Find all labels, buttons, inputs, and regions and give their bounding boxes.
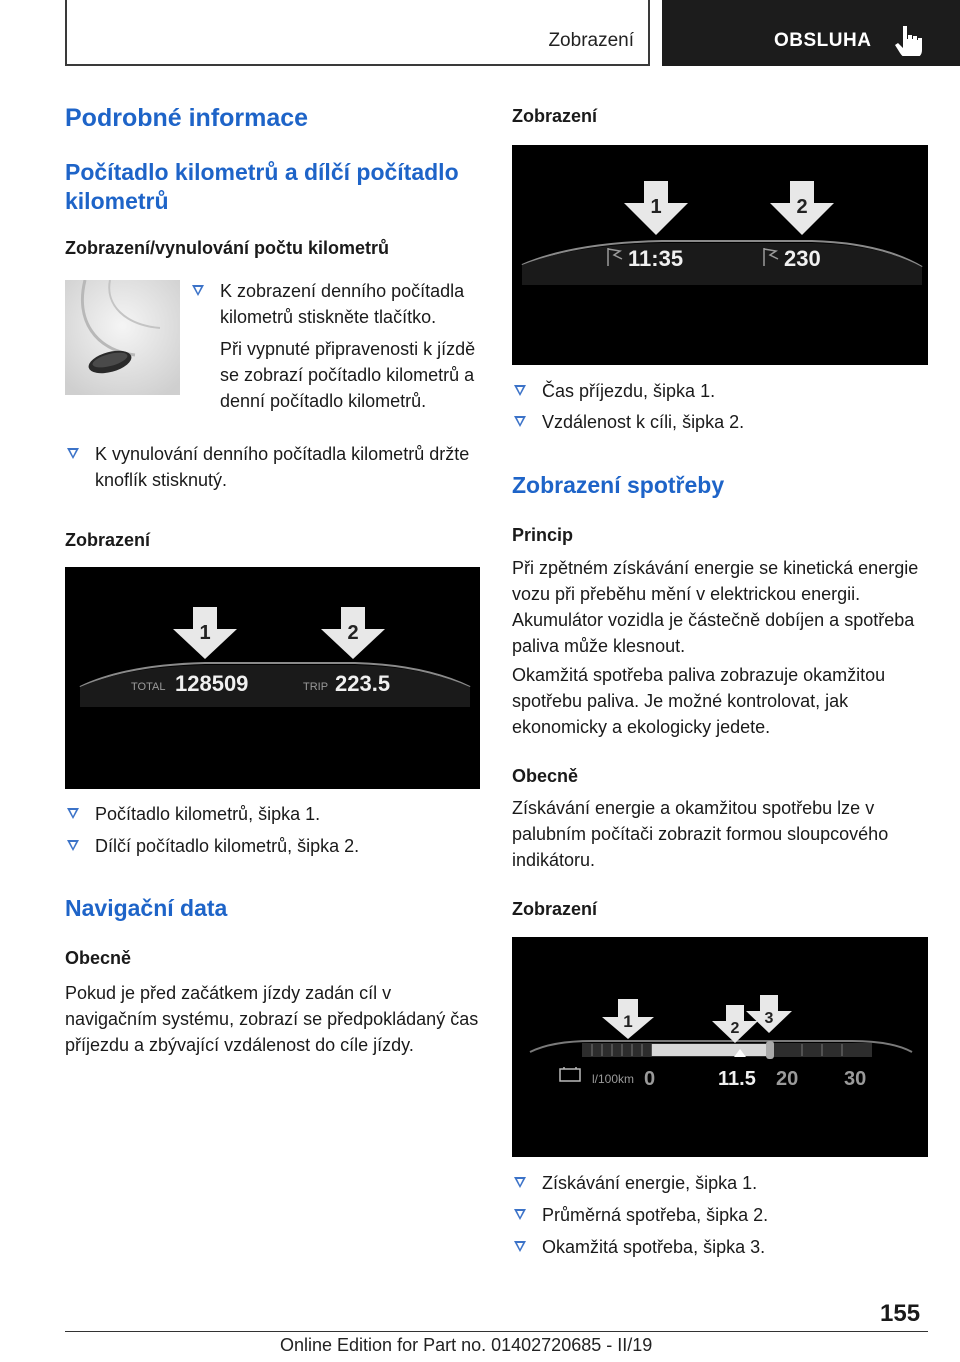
display-label: Zobrazení [65,530,151,550]
principle-heading: Princip [512,525,574,545]
list-item: Získávání energie, šipka 1. [512,1170,932,1196]
arrow-2-number: 2 [347,622,359,644]
instant-marker-icon [766,1041,774,1059]
section-title-details: Podrobné informace [65,104,309,132]
scale-30: 30 [844,1068,867,1090]
standby-text: Při vypnuté připravenosti k jízdě se zobrazí počítadlo kilometrů a denní počítadlo kilometrů. [220,339,476,411]
principle-text-1: Při zpětném získávání energie se kinetická energie vozu při přeběhu mění v elektrickou energii. Akumulátor vozidla je částečně dobíjen a spotřeba paliva může klesnout. [512,558,919,656]
nav-general-heading: Obecně [65,948,132,968]
list-item: Dílčí počítadlo kilometrů, šipka 2. [65,833,480,859]
list-item: K vynulování denního počítadla kilometrů držte knoflík stisknutý. [65,441,480,493]
list-item: Čas příjezdu, šipka 1. [512,378,932,404]
bullet-triangle-icon [514,1209,526,1220]
page-header [0,0,960,66]
pointing-hand-icon [894,24,924,56]
display-label-2: Zobrazení [512,899,598,919]
page-number: 155 [880,1300,921,1327]
navigation-display-screenshot [512,145,928,365]
list-item: Průměrná spotřeba, šipka 2. [512,1202,932,1228]
edition-footer: Online Edition for Part no. 01402720685 - II/19 [280,1335,653,1355]
bullet-triangle-icon [67,840,79,851]
footer-divider [65,1331,928,1332]
arrow-3-number: 3 [764,1010,774,1027]
arrow-1-number: 1 [623,1012,633,1031]
scale-20: 20 [776,1068,799,1090]
bullet-triangle-icon [514,1177,526,1188]
section-title: Zobrazení [548,30,634,51]
arrow-1-number: 1 [650,196,662,218]
unit-label: l/100km [592,1072,635,1086]
battery-icon [560,1067,580,1081]
consumption-bar-fill [652,1044,772,1056]
odometer-heading: Počítadlo kilometrů a dílčí počítadlo kilometrů [65,159,459,214]
chapter-title: OBSLUHA [774,30,872,51]
bullet-triangle-icon [514,385,526,396]
nav-data-heading: Navigační data [65,895,228,921]
display-reset-heading: Zobrazení/vynulování počtu kilometrů [65,238,390,258]
bullet-triangle-icon [514,1241,526,1252]
average-value: 11.5 [718,1068,756,1090]
principle-text-2: Okamžitá spotřeba paliva zobrazuje okamžitou spotřebu paliva. Je možné kontrolovat, jak ekonomicky a ekologicky jedete. [512,665,886,737]
trip-value: 223.5 [335,671,391,696]
arrow-1-number: 1 [199,622,211,644]
trip-label: TRIP [303,681,329,693]
nav-general-text: Pokud je před začátkem jízdy zadán cíl v navigačním systému, zobrazí se předpokládaný čas příjezdu a zbývající vzdálenost do cíle jízdy. [65,983,479,1055]
list-item: Vzdálenost k cíli, šipka 2. [512,409,932,435]
odometer-display-screenshot [65,567,480,789]
chapter-tab[interactable] [662,0,960,66]
arrow-2-number: 2 [730,1020,740,1037]
total-value: 128509 [175,671,249,696]
bullet-triangle-icon [67,808,79,819]
list-item: K zobrazení denního počítadla kilometrů stiskněte tlačítko. [190,278,480,330]
total-label: TOTAL [131,681,166,693]
general-heading: Obecně [512,766,579,786]
display-label: Zobrazení [512,106,598,126]
scale-0: 0 [644,1068,656,1090]
trip-reset-knob-icon [65,280,180,395]
list-item: Počítadlo kilometrů, šipka 1. [65,801,480,827]
consumption-display-screenshot [512,937,928,1157]
consumption-heading: Zobrazení spotřeby [512,472,725,498]
distance-value: 230 [784,246,821,271]
arrow-2-number: 2 [796,196,808,218]
bullet-triangle-icon [514,416,526,427]
section-header-box [65,0,650,66]
bullet-triangle-icon [192,285,204,296]
list-item: Okamžitá spotřeba, šipka 3. [512,1234,932,1260]
general-text: Získávání energie a okamžitou spotřebu lze v palubním počítači zobrazit formou sloupcového indikátoru. [512,798,889,870]
arrival-time-value: 11:35 [628,246,684,271]
odometer-button-image [65,280,180,395]
bullet-triangle-icon [67,448,79,459]
